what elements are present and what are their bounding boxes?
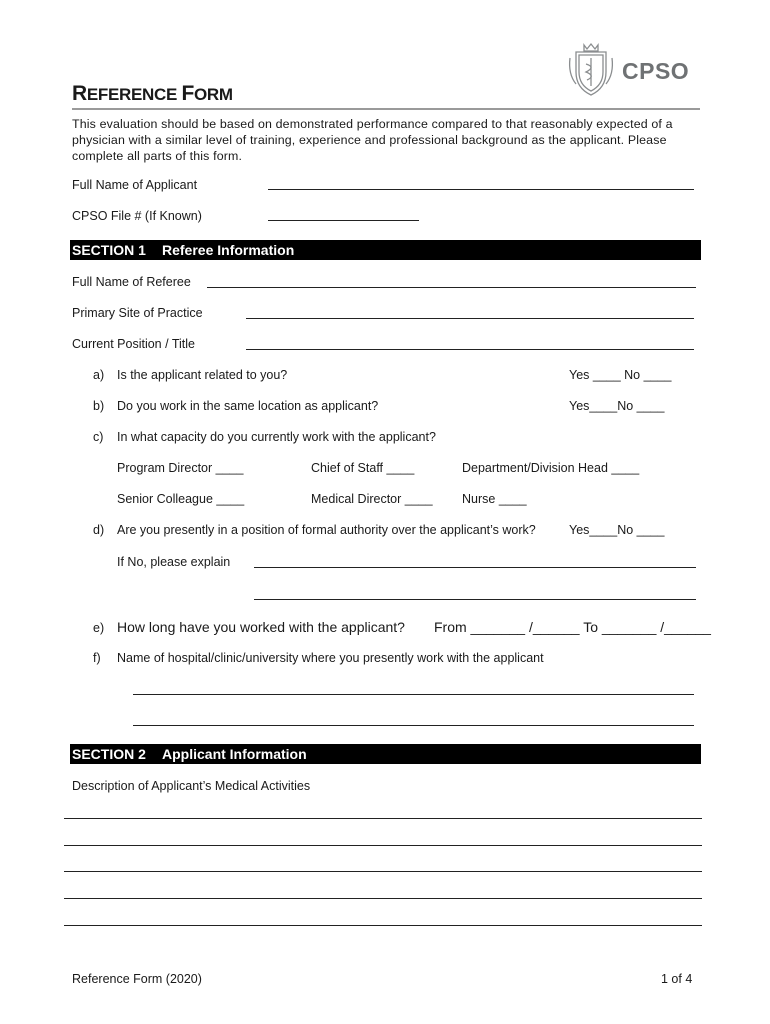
referee-name-field[interactable]: [207, 287, 696, 288]
same-location-yes-no[interactable]: Yes____No ____: [569, 399, 665, 413]
position-title-field[interactable]: [246, 349, 694, 350]
question-letter: b): [93, 399, 105, 413]
related-yes-no[interactable]: Yes ____ No ____: [569, 368, 672, 382]
crest-icon: [562, 40, 620, 103]
question-letter: d): [93, 523, 105, 537]
medical-activities-label: Description of Applicant’s Medical Activities: [72, 779, 311, 793]
section-1-header: [70, 240, 701, 260]
intro-paragraph: This evaluation should be based on demonstrated performance compared to that reasonably expected of a physician with a similar level of training, experience and professional background as the applicant. Please complete all parts of this form.: [72, 117, 673, 163]
description-line-4[interactable]: [64, 898, 702, 899]
description-line-3[interactable]: [64, 871, 702, 872]
question-related: Is the applicant related to you?: [117, 368, 288, 382]
question-formal-authority: Are you presently in a position of formal authority over the applicant’s work?: [117, 523, 536, 537]
description-line-1[interactable]: [64, 818, 702, 819]
page-number: 1 of 4: [661, 972, 693, 986]
explain-field-line-2[interactable]: [254, 599, 696, 600]
site-of-practice-field[interactable]: [246, 318, 694, 319]
explain-label: If No, please explain: [117, 555, 231, 569]
description-line-5[interactable]: [64, 925, 702, 926]
section-2-header: [70, 744, 701, 764]
applicant-name-label: Full Name of Applicant: [72, 178, 198, 192]
workplace-field-line-1[interactable]: [133, 694, 694, 695]
question-letter: e): [93, 621, 105, 635]
formal-authority-yes-no[interactable]: Yes____No ____: [569, 523, 665, 537]
section-number: SECTION 2: [72, 746, 146, 762]
cpso-logo: CPSO: [622, 58, 690, 84]
question-letter: a): [93, 368, 105, 382]
cpso-file-label: CPSO File # (If Known): [72, 209, 202, 223]
question-same-location: Do you work in the same location as applicant?: [117, 399, 379, 413]
page-title: REFERENCE FORM: [72, 82, 233, 105]
workplace-field-line-2[interactable]: [133, 725, 694, 726]
section-name: Referee Information: [162, 242, 295, 258]
question-letter: f): [93, 651, 101, 665]
applicant-name-field[interactable]: [268, 189, 694, 190]
option-senior-colleague[interactable]: Senior Colleague ____: [117, 492, 245, 506]
explain-field-line-1[interactable]: [254, 567, 696, 568]
description-line-2[interactable]: [64, 845, 702, 846]
option-department-head[interactable]: Department/Division Head ____: [462, 461, 640, 475]
option-chief-of-staff[interactable]: Chief of Staff ____: [311, 461, 415, 475]
referee-name-label: Full Name of Referee: [72, 275, 191, 289]
question-letter: c): [93, 430, 104, 444]
option-nurse[interactable]: Nurse ____: [462, 492, 527, 506]
cpso-file-field[interactable]: [268, 220, 419, 221]
site-of-practice-label: Primary Site of Practice: [72, 306, 203, 320]
title-divider: [72, 108, 700, 110]
duration-from-to[interactable]: From _______ /______ To _______ /______: [434, 619, 711, 635]
question-workplace: Name of hospital/clinic/university where you presently work with the applicant: [117, 651, 544, 665]
section-number: SECTION 1: [72, 242, 146, 258]
position-title-label: Current Position / Title: [72, 337, 195, 351]
section-name: Applicant Information: [162, 746, 307, 762]
option-program-director[interactable]: Program Director ____: [117, 461, 244, 475]
question-capacity: In what capacity do you currently work with the applicant?: [117, 430, 436, 444]
question-duration: How long have you worked with the applicant?: [117, 619, 405, 635]
option-medical-director[interactable]: Medical Director ____: [311, 492, 433, 506]
footer-form-name: Reference Form (2020): [72, 972, 202, 986]
